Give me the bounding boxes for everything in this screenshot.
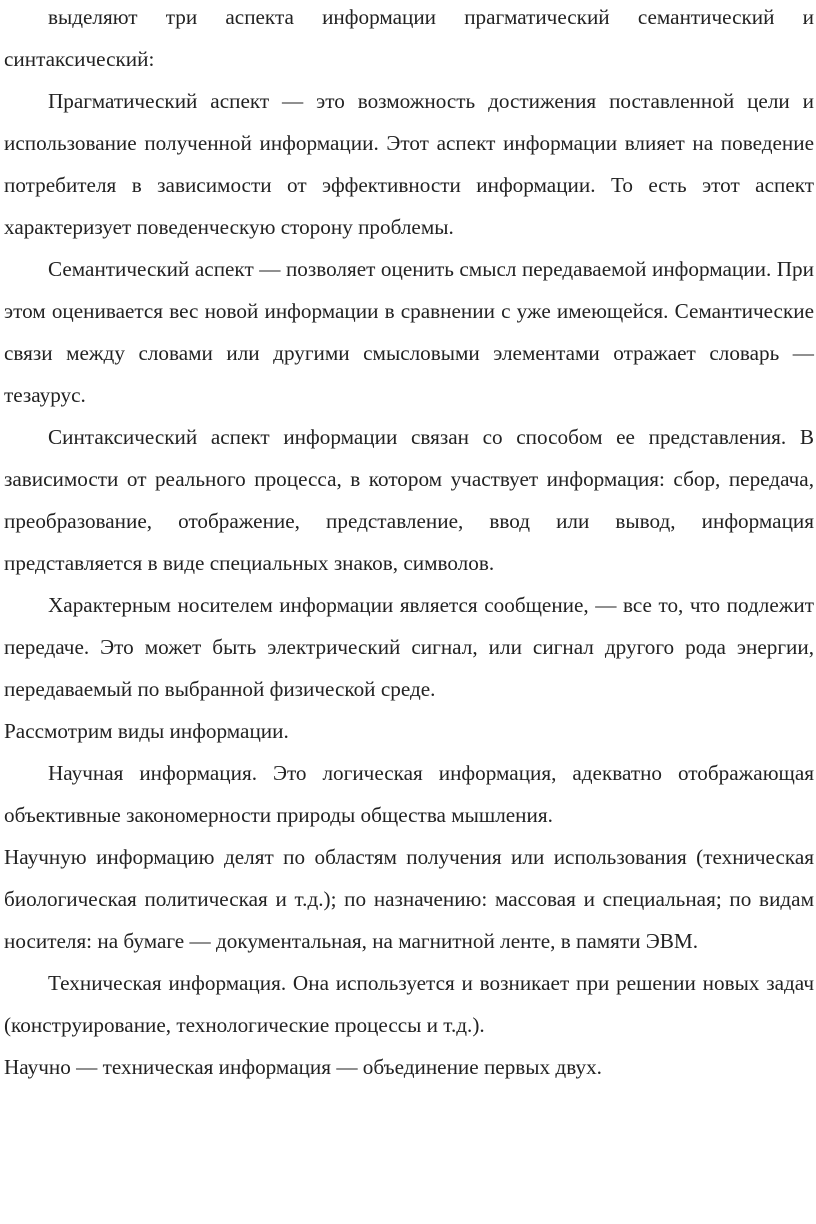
paragraph-technical-info: Техническая информация. Она используется и возникает при решении новых задач (конструирование, технологические процессы и т.д.). <box>4 971 814 1037</box>
document-page <box>4 0 814 1088</box>
paragraph-syntactic-aspect: Синтаксический аспект информации связан со способом ее представления. В зависимости от реального процесса, в котором участвует информация: сбор, передача, преобразование, отображение, представление, ввод или вывод, информация представляется в виде специальных знаков, символов. <box>4 425 814 575</box>
paragraph-message-carrier: Характерным носителем информации является сообщение, — все то, что подлежит передаче. Это может быть электрический сигнал, или сигнал другого рода энергии, передаваемый по выбранной физической среде. <box>4 593 814 701</box>
paragraph-aspects-intro: выделяют три аспекта информации прагматический семантический и синтаксический: <box>4 5 814 71</box>
paragraph-scientific-classification: Научную информацию делят по областям получения или использования (техническая биологическая политическая и т.д.); по назначению: массовая и специальная; по видам носителя: на бумаге — документальная, на магнитной ленте, в памяти ЭВМ. <box>4 845 814 953</box>
paragraph-scitech-info: Научно — техническая информация — объединение первых двух. <box>4 1055 602 1079</box>
paragraph-types-intro: Рассмотрим виды информации. <box>4 719 289 743</box>
paragraph-scientific-info: Научная информация. Это логическая информация, адекватно отображающая объективные закономерности природы общества мышления. <box>4 761 814 827</box>
paragraph-pragmatic-aspect: Прагматический аспект — это возможность достижения поставленной цели и использование полученной информации. Этот аспект информации влияет на поведение потребителя в зависимости от эффективности информации. То есть этот аспект характеризует поведенческую сторону проблемы. <box>4 89 814 239</box>
paragraph-semantic-aspect: Семантический аспект — позволяет оценить смысл передаваемой информации. При этом оценивается вес новой информации в сравнении с уже имеющейся. Семантические связи между словами или другими смысловыми элементами отражает словарь — тезаурус. <box>4 257 814 407</box>
